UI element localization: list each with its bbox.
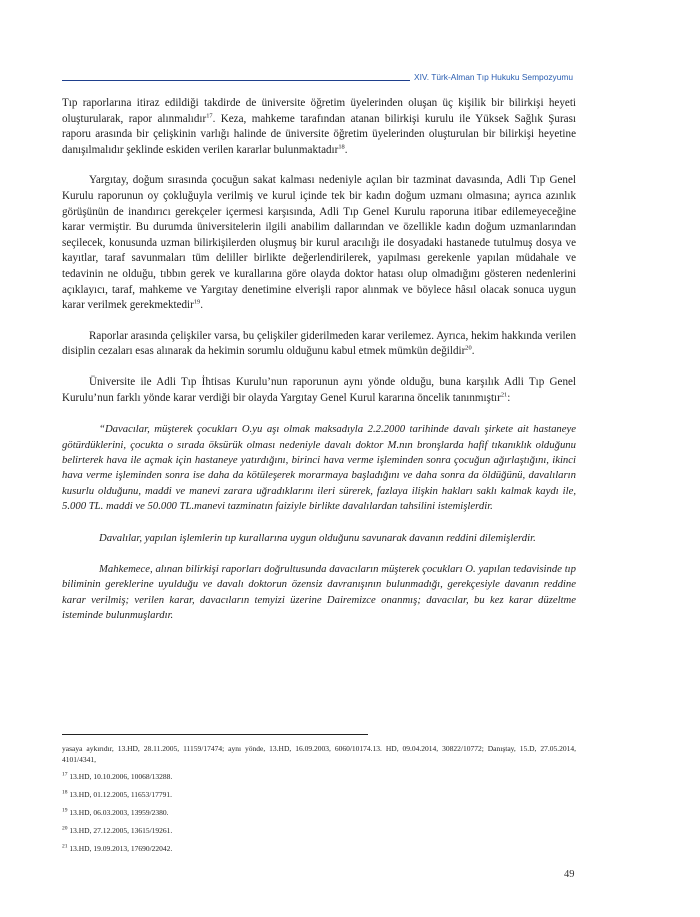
paragraph-1: Tıp raporlarına itiraz edildiği takdirde de üniversite öğretim üyelerinden oluşan üç kişilik bir bilirkişi heyeti oluşturularak, rapor alınmalıdır$^{17}$. Keza, mahkeme tarafından atanan bilirkişi kurulu ile Yüksek Sağlık Şurası raporu arasında bir çelişkinin varlığı halinde de üniversite öğretim üyelerinden oluşturulan bir bilirkişi heyetine danışılmalıdır şeklinde eskiden verilen kararlar bulunmaktadır$^{18}$. [62, 97, 577, 156]
footnote-20: $^{20}$ 13.HD, 27.12.2005, 13615/19261. [62, 825, 173, 836]
quote-paragraph-2: Davalılar, yapılan işlemlerin tıp kurallarına uygun olduğunu savunarak davanın reddini dilemişlerdir. [99, 531, 536, 544]
running-header: XIV. Türk-Alman Tıp Hukuku Sempozyumu [414, 72, 574, 82]
page-number: 49 [564, 869, 575, 880]
paragraph-2: Yargıtay, doğum sırasında çocuğun sakat kalması nedeniyle açılan bir tazminat davasında, Adli Tıp Genel Kurulu raporunun oy çokluğuyla verilmiş ve kurul içinde tek bir kadın doğum uzmanı olmasına; ayrıca azınlık görüşünün de inandırıcı gerekçeler içermesi karşısında, Adli Tıp Genel Kurulu raporuna itibar edilemeyeceğine karar vermiştir. Bu durumda üniversitelerin ilgili anabilim dallarından ve özellikle kadın doğum uzmanlarından seçilecek, konusunda uzman bilirkişilerden oluşmuş bir kurul aracılığı ile dosyadaki hastanede tutulmuş dosya ve kayıtlar, taraf savunmaları tüm deliller birlikte değerlendirilerek, yapılması gerekenle yapılan müdahale ve tedavinin ne olduğu, tıbbın gerek ve kurallarına göre olayda doktor hatası olup olmadığını gösteren nedenlerini açıklayıcı, taraf, mahkeme ve Yargıtay denetimine elverişli rapor alınmak ve böylece hâsıl olacak sonuca uygun karar verilmek gerekmektedir$^{19}$. [62, 174, 576, 312]
footnote-19: $^{19}$ 13.HD, 06.03.2003, 13959/2380. [62, 807, 169, 818]
footnote-21: $^{21}$ 13.HD, 19.09.2013, 17690/22042. [62, 843, 173, 854]
main-text [62, 96, 576, 624]
paragraph-3: Raporlar arasında çelişkiler varsa, bu çelişkiler giderilmeden karar verilemez. Ayrıca, hekim hakkında verilen disiplin cezaları esas alınarak da hekimin sorumlu olduğunu kabul etmek mümkün değildir$^{20}$. [62, 329, 576, 358]
paragraph-4: Üniversite ile Adli Tıp İhtisas Kurulu’nun raporunun aynı yönde olduğu, buna karşılık Adli Tıp Genel Kurulu’nun farklı yönde karar verdiği bir olayda Yargıtay Genel Kurul kararına öncelik tanınmıştır$^{21}$: [62, 375, 576, 404]
footnote-ref-20: 20 [465, 344, 472, 352]
quote-paragraph-1: “Davacılar, müşterek çocukları O.yu aşı olmak maksadıyla 2.2.2000 tarihinde davalı şirkete ait hastaneye götürdüklerini, çocukta o sırada öksürük olması nedeniyle davalı doktor M.nın bronşlarda hafif tıkanıklık olduğunu belirterek hava ile açmak için hastaneye yatırdığını, birinci hava verme işleminden sonra çocuğun ağırlaştığını, ikinci hava verme işleminden sonra ise daha da kötüleşerek morarmaya başladığını ve daha sonra da öldüğünü, davalıların kusurlu olduğunu, maddi ve manevi zarara uğradıklarını ileri sürerek, fazlaya ilişkin hakları saklı kalmak kaydı ile, 5.000 TL. maddi ve 50.000 TL.manevi tazminatın faiziyle birlikte davalılardan tahsilini istemişlerdir. [62, 423, 576, 513]
footnote-18: $^{18}$ 13.HD, 01.12.2005, 11653/17791. [62, 789, 173, 800]
header-rule [62, 80, 410, 81]
quote-paragraph-3: Mahkemece, alınan bilirkişi raporları doğrultusunda davacıların müşterek çocukları O. yapılan tedavisinde tıp biliminin gereklerine uyulduğu ve davalı doktorun özensiz davranışının bulunmadığı, gerekçesiyle davanın reddine karar verilmiş; verilen karar, davacıların temyizi üzerine Dairemizce onanmış; davacılar, bu kez karar düzeltme isteminde bulunmuşlardır. [62, 562, 576, 622]
footnote-ref-18: 18 [338, 143, 345, 151]
footnote-continuation: yasaya aykırıdır, 13.HD, 28.11.2005, 11159/17474; aynı yönde, 13.HD, 16.09.2003, 6060/10174.13. HD, 09.04.2014, 30822/10772; Danıştay, 15.D, 27.05.2014, 4101/4341, [62, 744, 576, 764]
footnote-ref-19: 19 [193, 298, 201, 306]
footnote-ref-17: 17 [206, 111, 213, 119]
footnote-17: $^{17}$ 13.HD, 10.10.2006, 10068/13288. [62, 771, 173, 782]
footnote-ref-21: 21 [500, 390, 508, 398]
footnote-separator [62, 734, 368, 735]
footnotes [62, 744, 576, 855]
